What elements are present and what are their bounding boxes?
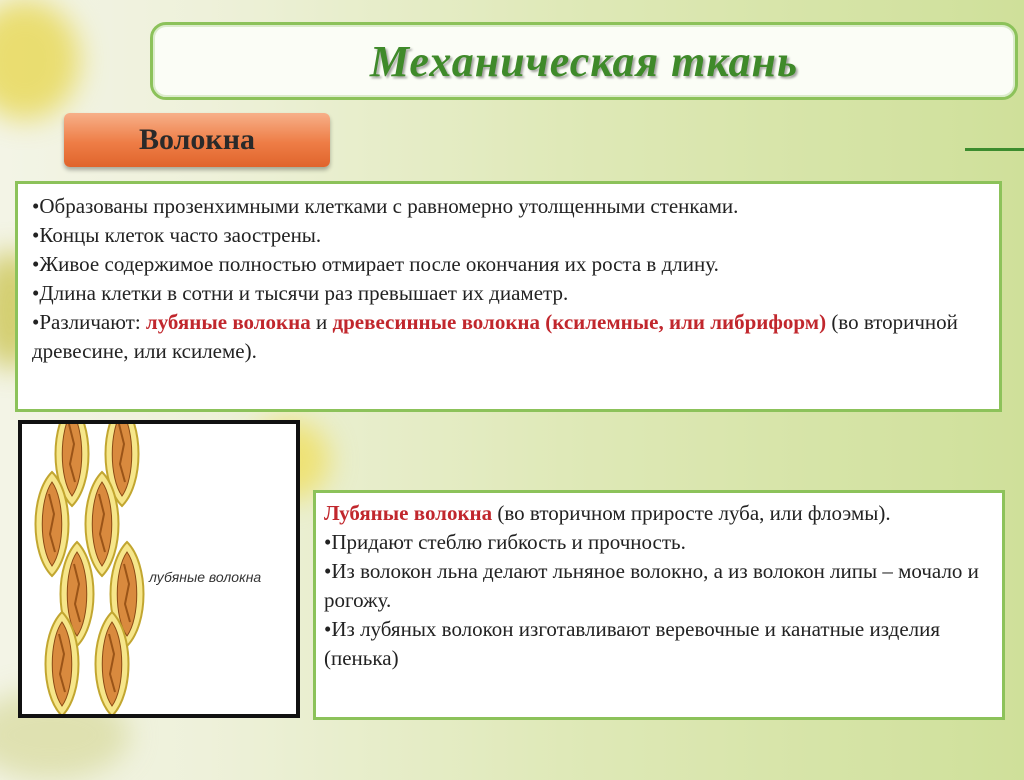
bullet-formed: •Образованы прозенхимными клетками с равномерно утолщенными стенками.: [32, 194, 739, 218]
bast-fibers-box: [313, 490, 1005, 720]
bullet-contents: •Живое содержимое полностью отмирает после окончания их роста в длину.: [32, 252, 719, 276]
background-flower: [0, 0, 80, 120]
wood-fibers-term: древесинные волокна (ксилемные, или либриформ): [332, 310, 827, 334]
section-tab: [64, 113, 330, 167]
decorative-line: [965, 148, 1024, 151]
bullet-flax-linden: •Из волокон льна делают льняное волокно, а из волокон липы – мочало и рогожу.: [324, 559, 979, 612]
section-tab-label: Волокна: [138, 123, 255, 156]
figure-label: лубяные волокна: [149, 569, 262, 585]
bast-fibers-heading: Лубяные волокна: [324, 501, 493, 525]
distinguish-suffix: (во вторичной древесине, или ксилеме).: [32, 310, 958, 363]
bast-intro-rest: (во вторичном приросте луба, или флоэмы).: [492, 501, 891, 525]
bullet-distinguish: [32, 308, 989, 366]
distinguish-prefix: •Различают:: [32, 310, 146, 334]
bullet-length: •Длина клетки в сотни и тысячи раз превышает их диаметр.: [32, 281, 569, 305]
page-title: Механическая ткань: [369, 36, 799, 86]
bullet-flexibility: •Придают стеблю гибкость и прочность.: [324, 530, 686, 554]
bullet-ends: •Концы клеток часто заострены.: [32, 223, 322, 247]
title-banner: [150, 22, 1018, 100]
bast-intro: [324, 499, 992, 528]
fibers-description-box: [15, 181, 1002, 412]
bullet-rope: •Из лубяных волокон изготавливают веревочные и канатные изделия (пенька): [324, 617, 941, 670]
bast-fibers-term: лубяные волокна: [145, 310, 311, 334]
fiber-cell-column: [36, 424, 144, 714]
bast-fibers-illustration: [18, 420, 300, 718]
distinguish-conj: и: [310, 310, 333, 334]
